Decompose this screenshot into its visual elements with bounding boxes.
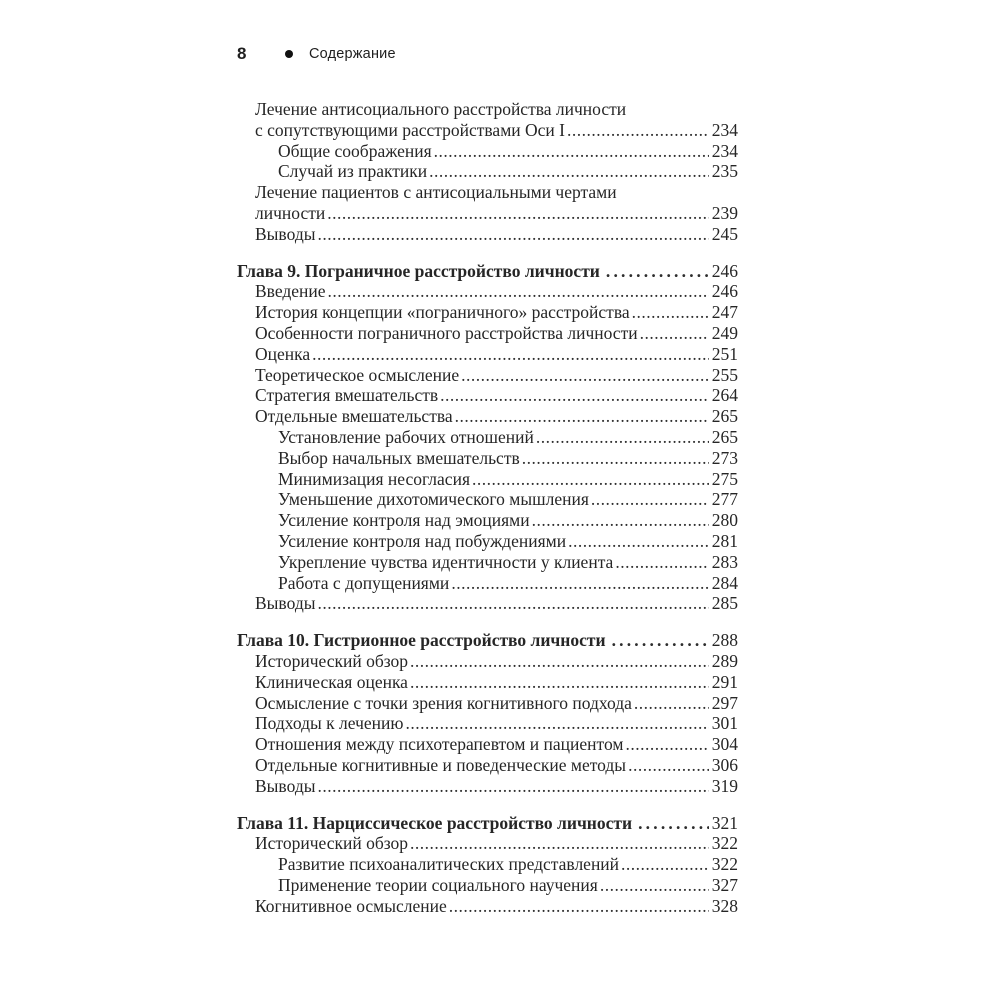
toc-entry: [237, 833, 738, 854]
dot-leader: [410, 651, 709, 672]
entry-title: Минимизация несогласия: [278, 468, 470, 489]
entry-page: 234: [711, 119, 738, 140]
toc-entry: [237, 203, 738, 224]
entry-page: 321: [711, 812, 738, 833]
entry-title: История концепции «пограничного» расстройства: [255, 302, 630, 323]
entry-page: 247: [711, 302, 738, 323]
dot-leader: [434, 141, 709, 162]
toc-entry: [237, 448, 738, 469]
entry-title: Теоретическое осмысление: [255, 364, 460, 385]
page-header: [237, 44, 738, 64]
entry-page: 306: [711, 754, 738, 775]
entry-page: 251: [711, 343, 738, 364]
bullet-separator-icon: [285, 50, 293, 58]
toc-entry: [237, 281, 738, 302]
entry-page: 255: [711, 364, 738, 385]
entry-title: Отдельные вмешательства: [255, 406, 453, 427]
dot-leader: [522, 448, 709, 469]
page-content: [237, 44, 738, 916]
toc-entry: [237, 651, 738, 672]
entry-page: 235: [711, 161, 738, 182]
entry-title: Выводы: [255, 775, 316, 796]
dot-leader: [410, 672, 709, 693]
dot-leader: [621, 854, 709, 875]
toc-entry: [237, 224, 738, 245]
entry-title: Уменьшение дихотомического мышления: [278, 489, 589, 510]
entry-page: 322: [711, 854, 738, 875]
entry-title: Усиление контроля над побуждениями: [278, 530, 567, 551]
dot-leader: [449, 896, 709, 917]
dot-leader: [567, 120, 709, 141]
entry-page: 319: [711, 775, 738, 796]
entry-title: Стратегия вмешательств: [255, 385, 439, 406]
dot-leader: [317, 776, 708, 797]
entry-page: 281: [711, 530, 738, 551]
toc-entry: [237, 693, 738, 714]
entry-page: 285: [711, 593, 738, 614]
dot-leader: [634, 693, 709, 714]
toc-entry: [237, 302, 738, 323]
entry-title: Применение теории социального научения: [278, 874, 598, 895]
dot-leader: [606, 261, 709, 282]
entry-title: Осмысление с точки зрения когнитивного подхода: [255, 692, 632, 713]
toc-entry: [237, 344, 738, 365]
entry-title: Отдельные когнитивные и поведенческие методы: [255, 754, 627, 775]
toc-entry: [237, 385, 738, 406]
entry-page: 283: [711, 551, 738, 572]
entry-title: Отношения между психотерапевтом и пациентом: [255, 734, 624, 755]
dot-leader: [461, 365, 709, 386]
toc-entry: [237, 854, 738, 875]
entry-page: 328: [711, 895, 738, 916]
entry-page: 284: [711, 572, 738, 593]
entry-page: 301: [711, 713, 738, 734]
entry-title: Когнитивное осмысление: [255, 895, 447, 916]
toc-entry: [237, 469, 738, 490]
entry-title: Развитие психоаналитических представлений: [278, 854, 620, 875]
toc-entry: [237, 776, 738, 797]
toc-entry: [237, 161, 738, 182]
entry-title: Усиление контроля над эмоциями: [278, 510, 530, 531]
toc-entry: [237, 573, 738, 594]
toc-entry: [237, 713, 738, 734]
toc-entry: [237, 531, 738, 552]
entry-title: с сопутствующими расстройствами Оси I: [255, 119, 565, 140]
dot-leader: [638, 813, 709, 834]
toc-entry: [237, 755, 738, 776]
entry-page: 245: [711, 223, 738, 244]
dot-leader: [591, 489, 709, 510]
entry-title: Общие соображения: [278, 140, 432, 161]
folio-page-number: 8: [237, 44, 247, 63]
entry-title: Глава 11. Нарциссическое расстройство личности: [237, 812, 633, 833]
toc-entry: [237, 552, 738, 573]
entry-page: 246: [711, 281, 738, 302]
entry-page: 277: [711, 489, 738, 510]
entry-title: Укрепление чувства идентичности у клиента: [278, 551, 614, 572]
entry-page: 304: [711, 734, 738, 755]
entry-page: 246: [711, 260, 738, 281]
entry-title: Особенности пограничного расстройства личности: [255, 322, 638, 343]
entry-page: 264: [711, 385, 738, 406]
entry-title: Работа с допущениями: [278, 572, 450, 593]
dot-leader: [632, 302, 709, 323]
entry-page: 234: [711, 140, 738, 161]
dot-leader: [628, 755, 709, 776]
dot-leader: [568, 531, 709, 552]
toc-entry: [237, 734, 738, 755]
dot-leader: [615, 552, 708, 573]
dot-leader: [455, 406, 709, 427]
toc-entry: [237, 896, 738, 917]
toc-entry: [237, 875, 738, 896]
dot-leader: [440, 385, 709, 406]
toc-entry: [237, 510, 738, 531]
dot-leader: [600, 875, 709, 896]
entry-title: Исторический обзор: [255, 650, 409, 671]
entry-page: 265: [711, 426, 738, 447]
entry-title: Выбор начальных вмешательств: [278, 447, 520, 468]
toc-entry: [237, 141, 738, 162]
entry-page: 273: [711, 447, 738, 468]
dot-leader: [317, 224, 708, 245]
entry-page: 239: [711, 202, 738, 223]
entry-page: 322: [711, 833, 738, 854]
entry-page: 249: [711, 322, 738, 343]
entry-title: личности: [255, 202, 326, 223]
toc-entry: [237, 365, 738, 386]
dot-leader: [317, 593, 708, 614]
entry-page: 265: [711, 406, 738, 427]
dot-leader: [532, 510, 709, 531]
toc-entry: [237, 489, 738, 510]
toc-entry: [237, 261, 738, 282]
toc-entry: [237, 99, 738, 120]
dot-leader: [405, 713, 708, 734]
entry-title: Глава 9. Пограничное расстройство личности: [237, 260, 600, 281]
entry-page: 327: [711, 874, 738, 895]
dot-leader: [429, 161, 709, 182]
dot-leader: [327, 203, 709, 224]
entry-title: Случай из практики: [278, 161, 428, 182]
entry-title: Лечение антисоциального расстройства личности: [255, 99, 627, 119]
toc-entry: [237, 406, 738, 427]
entry-title: Исторический обзор: [255, 833, 409, 854]
entry-title: Введение: [255, 281, 326, 302]
toc-entry: [237, 593, 738, 614]
entry-page: 289: [711, 650, 738, 671]
dot-leader: [410, 833, 709, 854]
entry-title: Оценка: [255, 343, 311, 364]
entry-title: Выводы: [255, 223, 316, 244]
dot-leader: [640, 323, 709, 344]
dot-leader: [472, 469, 709, 490]
dot-leader: [612, 630, 709, 651]
entry-title: Установление рабочих отношений: [278, 426, 534, 447]
entry-page: 288: [711, 630, 738, 651]
dot-leader: [328, 281, 709, 302]
dot-leader: [625, 734, 708, 755]
entry-title: Клиническая оценка: [255, 671, 408, 692]
toc-entry: [237, 120, 738, 141]
toc-entry: [237, 813, 738, 834]
entry-title: Подходы к лечению: [255, 713, 404, 734]
entry-title: Глава 10. Гистрионное расстройство личности: [237, 630, 606, 651]
toc: [237, 99, 738, 916]
toc-entry: [237, 182, 738, 203]
toc-entry: [237, 672, 738, 693]
toc-entry: [237, 323, 738, 344]
entry-page: 291: [711, 671, 738, 692]
toc-entry: [237, 427, 738, 448]
entry-page: 280: [711, 510, 738, 531]
running-title: Содержание: [308, 46, 396, 62]
entry-title: Лечение пациентов с антисоциальными чертами: [255, 182, 617, 203]
entry-page: 275: [711, 468, 738, 489]
dot-leader: [312, 344, 709, 365]
entry-page: 297: [711, 692, 738, 713]
toc-entry: [237, 630, 738, 651]
dot-leader: [536, 427, 709, 448]
dot-leader: [451, 573, 708, 594]
entry-title: Выводы: [255, 593, 316, 614]
